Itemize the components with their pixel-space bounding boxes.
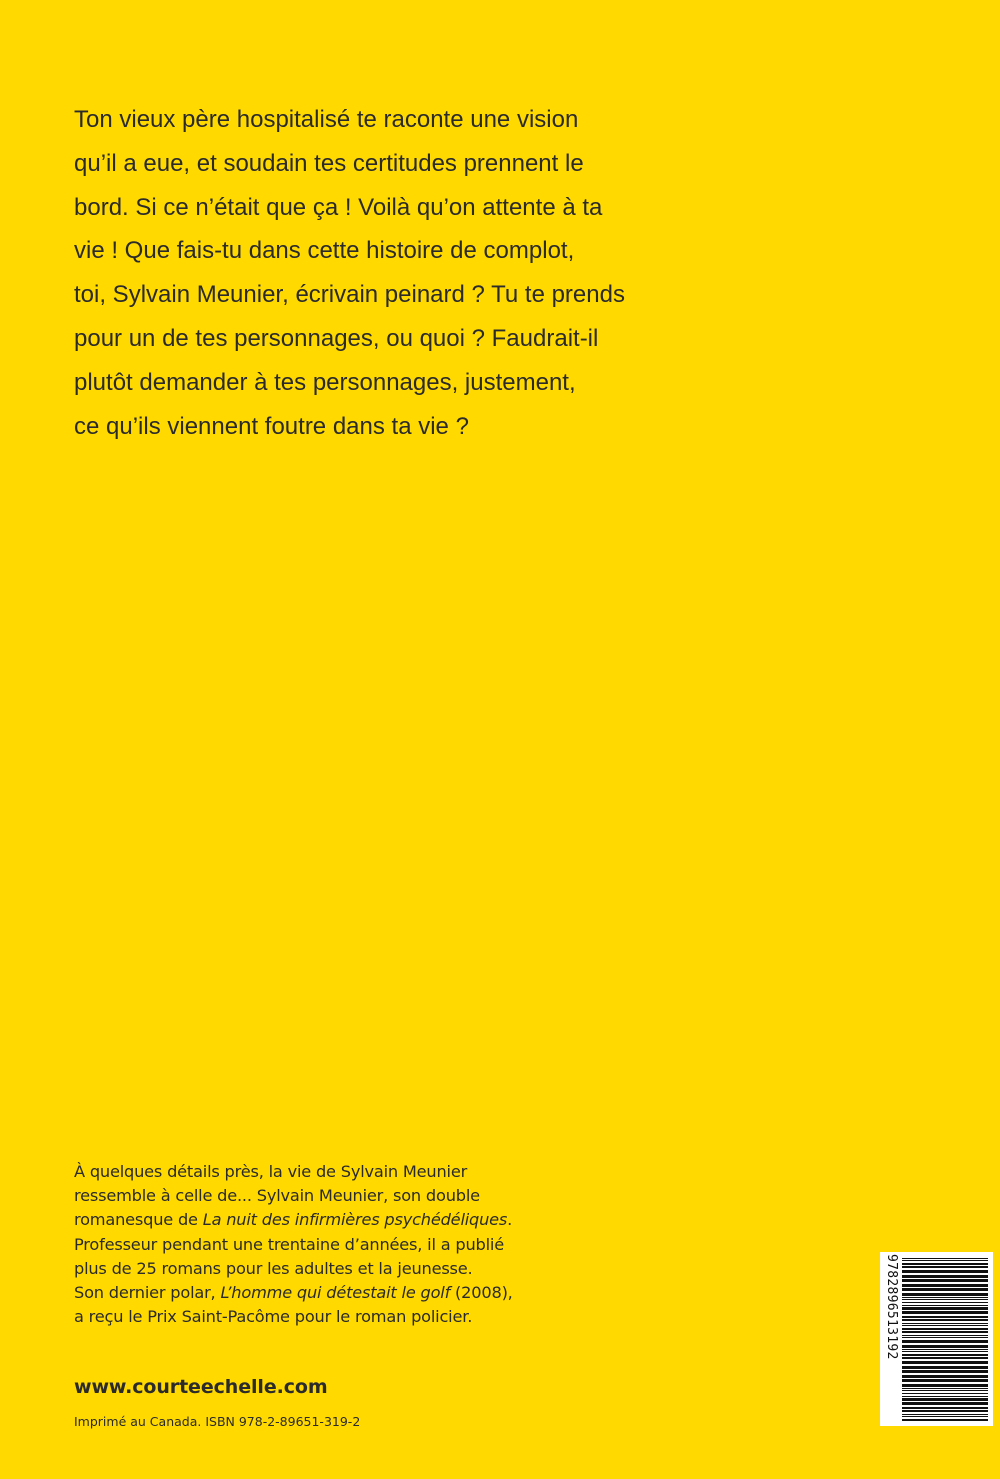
- barcode-bar: [902, 1384, 988, 1387]
- book-title: L’homme qui détestait le golf: [220, 1283, 451, 1303]
- barcode-bar: [902, 1328, 988, 1330]
- barcode-bar: [902, 1284, 988, 1287]
- bio-line: [74, 1281, 544, 1305]
- barcode-bar: [902, 1293, 988, 1296]
- barcode-bar: [902, 1270, 988, 1273]
- barcode-bar: [902, 1335, 988, 1336]
- barcode-bar: [902, 1375, 988, 1378]
- bio-line: plus de 25 romans pour les adultes et la jeunesse.: [74, 1258, 473, 1278]
- barcode-bar: [902, 1279, 988, 1282]
- isbn-barcode: [880, 1252, 993, 1426]
- barcode-bar: [902, 1349, 988, 1350]
- barcode-bar: [902, 1307, 988, 1310]
- barcode-bar: [902, 1323, 988, 1324]
- barcode-bar: [902, 1351, 988, 1352]
- bio-text: Son dernier polar,: [74, 1283, 221, 1303]
- barcode-bar: [902, 1388, 988, 1389]
- book-title: La nuit des infirmières psychédéliques: [202, 1210, 508, 1230]
- barcode-bar: [902, 1410, 988, 1412]
- barcode-bar: [902, 1275, 988, 1278]
- barcode-bar: [902, 1340, 988, 1343]
- barcode-bar: [902, 1379, 988, 1382]
- barcode-bar: [902, 1302, 988, 1303]
- author-bio: [74, 1160, 544, 1329]
- bio-line: ressemble à celle de... Sylvain Meunier, son double: [74, 1186, 480, 1206]
- barcode-bar: [902, 1260, 988, 1261]
- bio-line: Professeur pendant une trentaine d’années, il a publié: [74, 1234, 504, 1254]
- barcode-bar: [902, 1398, 988, 1401]
- barcode-bar: [902, 1396, 988, 1397]
- barcode-bar: [902, 1393, 988, 1394]
- barcode-bar: [902, 1370, 988, 1373]
- barcode-bar: [902, 1316, 988, 1318]
- bio-line: [74, 1208, 544, 1232]
- barcode-bar: [902, 1390, 988, 1391]
- barcode-digits: 9782896513192: [884, 1254, 899, 1360]
- barcode-bar: [902, 1416, 988, 1417]
- barcode-bar: [902, 1402, 988, 1405]
- barcode-bar: [902, 1354, 988, 1356]
- barcode-bar: [902, 1258, 988, 1259]
- barcode-bar: [902, 1325, 988, 1326]
- bio-text: (2008),: [450, 1283, 513, 1303]
- isbn-printed-info: Imprimé au Canada. ISBN 978-2-89651-319-2: [74, 1414, 361, 1429]
- barcode-bar: [902, 1357, 988, 1359]
- back-cover-blurb: [74, 98, 654, 448]
- barcode-bar: [902, 1361, 988, 1364]
- barcode-bar: [902, 1311, 988, 1314]
- barcode-bar: [902, 1407, 988, 1409]
- barcode-bar: [902, 1337, 988, 1338]
- barcode-bar: [902, 1288, 988, 1291]
- publisher-website[interactable]: www.courteechelle.com: [74, 1376, 328, 1398]
- blurb-line: Ton vieux père hospitalisé te raconte une vision: [74, 106, 579, 133]
- barcode-bar: [902, 1419, 988, 1421]
- bio-text: .: [507, 1210, 513, 1230]
- barcode-bar: [902, 1414, 988, 1415]
- barcode-bar: [902, 1266, 988, 1268]
- blurb-line: pour un de tes personnages, ou quoi ? Faudrait-il: [74, 324, 599, 352]
- barcode-bar: [902, 1299, 988, 1300]
- barcode-bar: [902, 1345, 988, 1348]
- barcode-bar: [902, 1263, 988, 1265]
- barcode-bar: [902, 1366, 988, 1369]
- barcode-bar: [902, 1319, 988, 1321]
- blurb-line: qu’il a eue, et soudain tes certitudes prennent le: [74, 149, 584, 177]
- bio-text: romanesque de: [74, 1210, 203, 1230]
- bio-line: a reçu le Prix Saint-Pacôme pour le roman policier.: [74, 1307, 473, 1327]
- blurb-line: plutôt demander à tes personnages, justement,: [74, 368, 576, 396]
- bio-line: À quelques détails près, la vie de Sylvain Meunier: [74, 1162, 468, 1181]
- barcode-bar: [902, 1305, 988, 1306]
- barcode-bar: [902, 1297, 988, 1298]
- barcode-bar: [902, 1331, 988, 1333]
- blurb-line: bord. Si ce n’était que ça ! Voilà qu’on attente à ta: [74, 193, 603, 221]
- blurb-line: ce qu’ils viennent foutre dans ta vie ?: [74, 412, 469, 440]
- blurb-line: vie ! Que fais-tu dans cette histoire de complot,: [74, 237, 575, 265]
- blurb-line: toi, Sylvain Meunier, écrivain peinard ? Tu te prends: [74, 281, 625, 309]
